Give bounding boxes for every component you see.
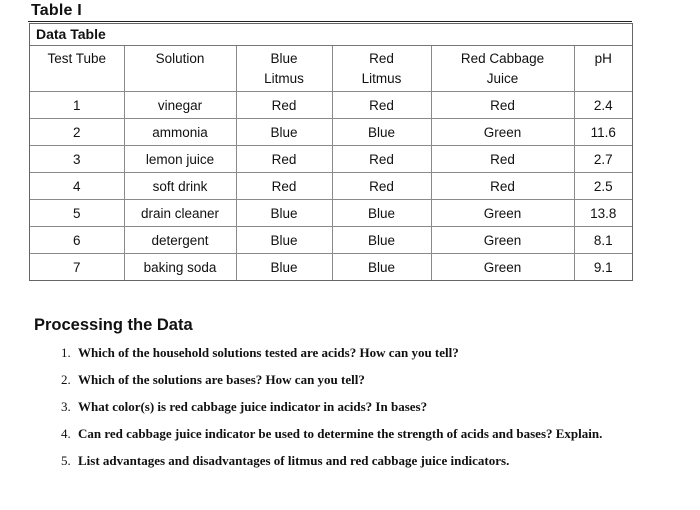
cell-ph: 9.1 [574,254,632,281]
cell-solution: ammonia [124,119,236,146]
cell-red-cabbage: Green [431,200,574,227]
processing-title: Processing the Data [34,316,193,334]
cell-red-cabbage: Red [431,173,574,200]
table-row [30,119,632,146]
cell-test-tube: 6 [30,227,124,254]
data-table [29,23,633,281]
cell-blue-litmus: Red [236,92,332,119]
data-grid [30,46,632,280]
table-row [30,227,632,254]
cell-red-litmus: Blue [332,254,431,281]
question-item [61,371,602,398]
header-red-cabbage-juice [431,46,574,92]
header-line: Red [369,51,394,66]
table-row [30,146,632,173]
cell-red-cabbage: Green [431,227,574,254]
cell-red-litmus: Red [332,146,431,173]
cell-red-litmus: Red [332,173,431,200]
data-table-title: Data Table [30,24,632,46]
cell-solution: baking soda [124,254,236,281]
cell-ph: 2.5 [574,173,632,200]
cell-solution: soft drink [124,173,236,200]
cell-blue-litmus: Blue [236,119,332,146]
cell-red-litmus: Blue [332,227,431,254]
header-line: Litmus [264,71,304,86]
table-row [30,200,632,227]
header-line: Test Tube [47,51,107,66]
question-number: 4. [61,426,71,441]
cell-ph: 2.7 [574,146,632,173]
cell-blue-litmus: Blue [236,200,332,227]
question-list [61,344,602,479]
question-number: 3. [61,399,71,414]
cell-ph: 11.6 [574,119,632,146]
cell-solution: detergent [124,227,236,254]
table-row [30,173,632,200]
header-solution [124,46,236,92]
cell-test-tube: 1 [30,92,124,119]
table-row [30,254,632,281]
question-item [61,425,602,452]
question-text: Which of the household solutions tested are acids? How can you tell? [78,345,459,360]
header-line: Red Cabbage [460,51,545,66]
cell-red-litmus: Blue [332,119,431,146]
question-number: 1. [61,345,71,360]
question-text: Can red cabbage juice indicator be used to determine the strength of acids and bases? Explain. [78,426,603,441]
question-number: 2. [61,372,71,387]
cell-ph: 8.1 [574,227,632,254]
cell-blue-litmus: Blue [236,254,332,281]
question-text: What color(s) is red cabbage juice indicator in acids? In bases? [78,399,428,414]
cell-test-tube: 3 [30,146,124,173]
header-red-litmus [332,46,431,92]
table-label: Table I [31,2,82,19]
question-text: List advantages and disadvantages of litmus and red cabbage juice indicators. [78,453,510,468]
cell-blue-litmus: Blue [236,227,332,254]
question-item [61,344,602,371]
table-row [30,92,632,119]
cell-red-cabbage: Red [431,146,574,173]
cell-solution: lemon juice [124,146,236,173]
cell-test-tube: 2 [30,119,124,146]
cell-red-cabbage: Red [431,92,574,119]
cell-red-litmus: Blue [332,200,431,227]
cell-red-cabbage: Green [431,254,574,281]
cell-solution: drain cleaner [124,200,236,227]
header-line: Juice [486,71,519,86]
question-item [61,398,602,425]
question-text: Which of the solutions are bases? How can you tell? [78,372,365,387]
header-line: Blue [270,51,298,66]
header-test-tube [30,46,124,92]
header-blue-litmus [236,46,332,92]
header-line: pH [594,51,612,66]
cell-ph: 2.4 [574,92,632,119]
header-line: Litmus [361,71,402,86]
cell-test-tube: 7 [72,259,81,275]
header-ph [574,46,632,92]
cell-solution: vinegar [124,92,236,119]
cell-red-cabbage: Green [431,119,574,146]
cell-red-litmus: Red [332,92,431,119]
cell-ph: 13.8 [574,200,632,227]
cell-blue-litmus: Red [236,173,332,200]
cell-test-tube: 4 [30,173,124,200]
table-label-rule [28,21,632,22]
question-number: 5. [61,453,71,468]
header-row [30,46,632,92]
header-line: Solution [155,51,205,66]
cell-test-tube: 5 [30,200,124,227]
question-item [61,452,602,479]
cell-blue-litmus: Red [236,146,332,173]
